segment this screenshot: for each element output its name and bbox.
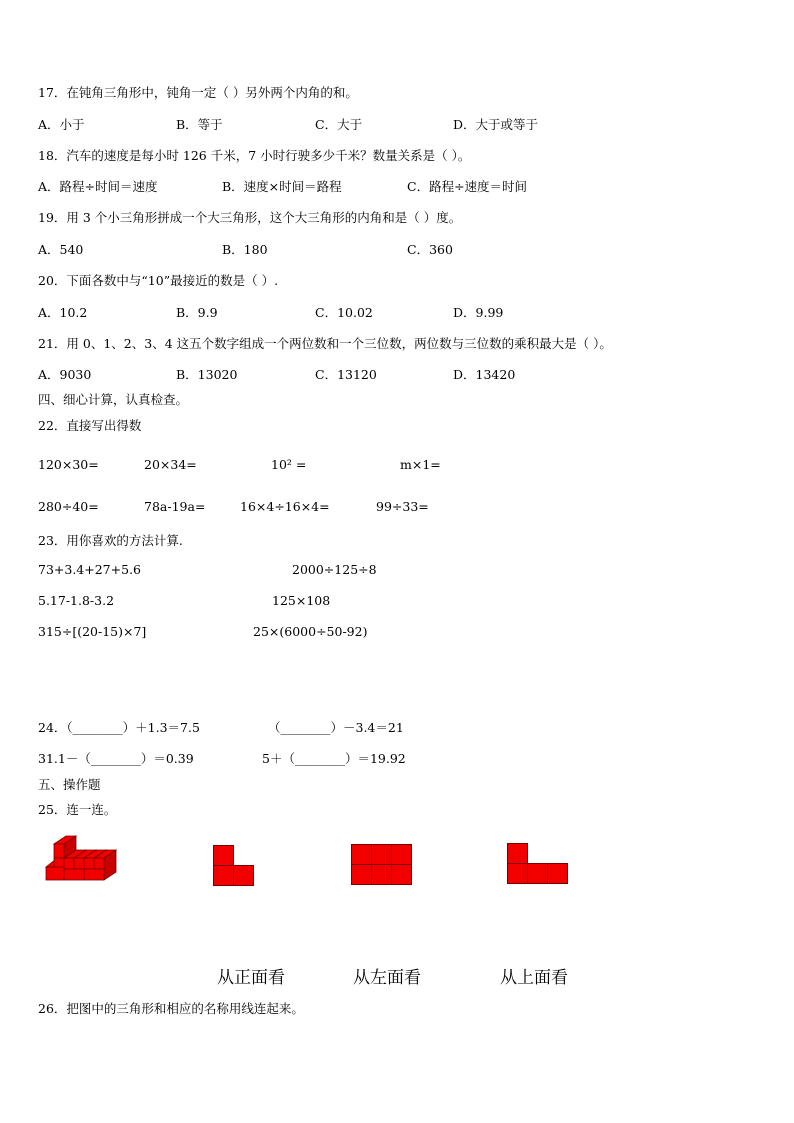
view-label-left: 从左面看 xyxy=(353,968,421,988)
q17-option-c: C．大于 xyxy=(315,117,363,132)
q17-stem: 17．在钝角三角形中，钝角一定（ ）另外两个内角的和。 xyxy=(38,85,358,100)
q21-stem: 21．用 0、1、2、3、4 这五个数字组成一个两位数和一个三位数，两位数与三位数的乘积最大是（ ）。 xyxy=(38,336,612,351)
q22-expr: 16×4÷16×4= xyxy=(240,499,330,514)
q17-option-d: D．大于或等于 xyxy=(453,117,539,132)
q17-option-b: B．等于 xyxy=(176,117,223,132)
q24-equation: （________）－3.4＝21 xyxy=(268,720,404,735)
section-5-heading: 五、操作题 xyxy=(38,777,101,792)
q24-equation: 31.1－（________）＝0.39 xyxy=(38,751,194,766)
q19-option-c: C．360 xyxy=(407,242,453,257)
q18-stem: 18．汽车的速度是每小时 126 千米，7 小时行驶多少千米？数量关系是（ ）。 xyxy=(38,148,471,163)
q20-option-d: D．9.99 xyxy=(453,305,504,320)
q22-expr: 78a-19a= xyxy=(144,499,206,514)
q24-equation: 24．（________）＋1.3＝7.5 xyxy=(38,720,200,735)
view-shape-rectangle xyxy=(351,844,413,886)
view-shape-long-l xyxy=(507,843,569,885)
view-label-top: 从上面看 xyxy=(500,968,568,988)
q23-stem: 23．用你喜欢的方法计算. xyxy=(38,533,183,548)
q22-expr: m×1= xyxy=(400,457,441,472)
view-shape-l xyxy=(213,845,255,887)
q22-stem: 22．直接写出得数 xyxy=(38,418,142,433)
q18-option-a: A．路程÷时间＝速度 xyxy=(38,179,158,194)
q20-stem: 20．下面各数中与“10”最接近的数是（ ）. xyxy=(38,273,279,288)
q23-expr: 315÷[(20-15)×7] xyxy=(38,624,147,639)
q17-option-a: A．小于 xyxy=(38,117,85,132)
q21-option-b: B．13020 xyxy=(176,367,238,382)
q23-expr: 2000÷125÷8 xyxy=(292,562,377,577)
q21-option-a: A．9030 xyxy=(38,367,92,382)
view-label-front: 从正面看 xyxy=(217,968,285,988)
q22-expr: 10² = xyxy=(271,457,307,472)
q22-expr: 280÷40= xyxy=(38,499,99,514)
cube-solid-figure xyxy=(46,834,126,894)
q19-option-a: A．540 xyxy=(38,242,84,257)
q21-option-d: D．13420 xyxy=(453,367,516,382)
q24-equation: 5＋（________）＝19.92 xyxy=(262,751,406,766)
q20-option-a: A．10.2 xyxy=(38,305,88,320)
q20-option-b: B．9.9 xyxy=(176,305,218,320)
q18-option-b: B．速度×时间＝路程 xyxy=(222,179,342,194)
q23-expr: 25×(6000÷50-92) xyxy=(253,624,368,639)
q23-expr: 125×108 xyxy=(272,593,331,608)
q26-stem: 26．把图中的三角形和相应的名称用线连起来。 xyxy=(38,1001,304,1016)
section-4-heading: 四、细心计算，认真检查。 xyxy=(38,392,189,407)
q25-stem: 25．连一连。 xyxy=(38,802,117,817)
q22-expr: 99÷33= xyxy=(376,499,429,514)
q23-expr: 5.17-1.8-3.2 xyxy=(38,593,115,608)
q21-option-c: C．13120 xyxy=(315,367,377,382)
q19-stem: 19．用 3 个小三角形拼成一个大三角形，这个大三角形的内角和是（ ）度。 xyxy=(38,210,462,225)
q18-option-c: C．路程÷速度＝时间 xyxy=(407,179,528,194)
q22-expr: 20×34= xyxy=(144,457,197,472)
q22-expr: 120×30= xyxy=(38,457,99,472)
q20-option-c: C．10.02 xyxy=(315,305,373,320)
q23-expr: 73+3.4+27+5.6 xyxy=(38,562,141,577)
q19-option-b: B．180 xyxy=(222,242,268,257)
